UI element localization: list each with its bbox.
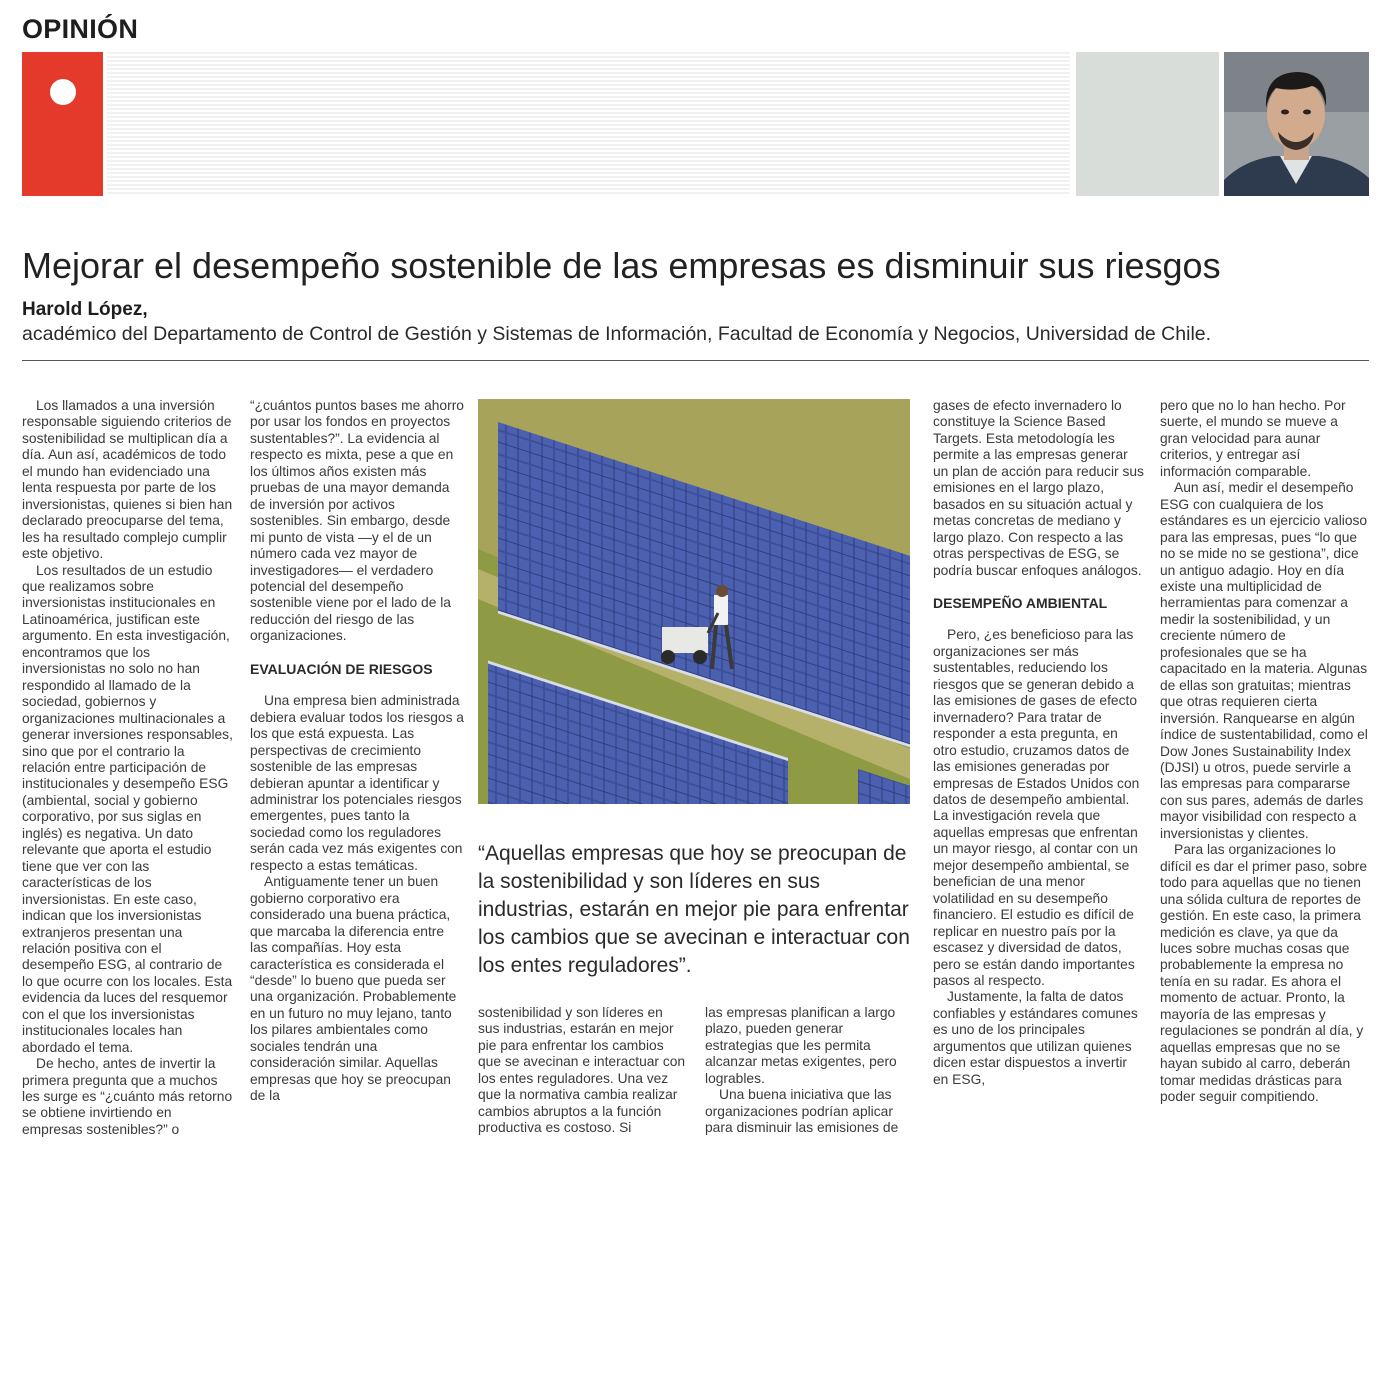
pull-quote: “Aquellas empresas que hoy se preocupan de la sostenibilidad y son líderes en sus industrias, estarán en mejor pie para enfrentar los cambios que se avecinan e interactuar con los entes reguladores”. <box>478 842 910 977</box>
section-label: OPINIÓN <box>22 14 139 44</box>
author-portrait-icon <box>1224 52 1369 196</box>
text-column-2 <box>250 398 464 1105</box>
author-name: Harold López, <box>22 299 148 320</box>
paragraph: las empresas planifican a largo plazo, pueden generar estrategias que les permita alcanzar metas exigentes, pero logrables. <box>705 1005 897 1086</box>
solar-panels-photo <box>478 399 910 804</box>
article-headline: Mejorar el desempeño sostenible de las empresas es disminuir sus riesgos <box>22 245 1221 286</box>
author-affiliation: académico del Departamento de Control de Gestión y Sistemas de Información, Facultad de Economía y Negocios, Universidad de Chile. <box>22 323 1212 345</box>
decorative-stripes <box>107 52 1070 196</box>
paragraph: Una buena iniciativa que las organizaciones podrían aplicar para disminuir las emisiones de <box>705 1087 899 1136</box>
subheading-desempeno: DESEMPEÑO AMBIENTAL <box>933 594 1108 611</box>
paragraph: Antiguamente tener un buen gobierno corporativo era considerado una buena práctica, que marcaba la diferencia entre las compañías. Hoy esta característica es considerada el “desde” lo bueno que pueda ser una organización. Probablemente en un futuro no muy lejano, tanto los pilares ambientales como sociales tendrán una consideración similar. Aquellas empresas que hoy se preocupan de la <box>250 874 457 1104</box>
paragraph: Justamente, la falta de datos confiables y estándares comunes es uno de los principales argumentos que utilizan quienes dicen estar dispuestos a invertir en ESG, <box>933 989 1138 1087</box>
paragraph: Aun así, medir el desempeño ESG con cualquiera de los estándares es un ejercicio valioso para las empresas, pues “lo que no se mide no se gestiona”, dice un antiguo adagio. Hoy en día existe una multiplicidad de herramientas para comenzar a medir la sostenibilidad, y un creciente número de profesionales que se ha capacitado en la materia. Algunas de ellas son gratuitas; mientras que otras requieren cierta inversión. Ranquearse en algún índice de sustentabilidad, como el Dow Jones Sustainability Index (DJSI) u otros, puede servirle a las empresas para compararse con sus pares, además de darles mayor visibilidad con respecto a inversionistas y clientes. <box>1160 480 1368 841</box>
circle-icon <box>50 79 76 105</box>
text-column-1 <box>22 398 234 1138</box>
section-accent-block <box>22 52 103 196</box>
paragraph: Los resultados de un estudio que realizamos sobre inversionistas institucionales en Latinoamérica, justifican este argumento. En esta investigación, encontramos que los inversionistas no solo no han respondido al llamado de la sociedad, gobiernos y organizaciones multinacionales a generar inversiones responsables, sino que por el contrario la relación entre participación de institucionales y desempeño ESG (ambiental, social y gobierno corporativo, por sus siglas en inglés) es negativa. Un dato relevante que aporta el estudio tiene que ver con las características de los inversionistas. En este caso, indican que los inversionistas extranjeros presentan una relación positiva con el desempeño ESG, al contrario de lo que ocurre con los locales. Esta evidencia da luces del resquemor con el que los inversionistas institucionales locales han abordado el tema. <box>22 562 233 1055</box>
paragraph: Una empresa bien administrada debiera evaluar todos los riesgos a los que está expuesta. Las perspectivas de crecimiento sostenible de las empresas debieran apuntar a identificar y administrar los potenciales riesgos emergentes, pues tanto la sociedad como los reguladores serán cada vez más exigentes con respecto a estas temáticas. <box>250 693 464 873</box>
paragraph: Pero, ¿es beneficioso para las organizaciones ser más sustentables, reduciendo los riesgos que se generan debido a las emisiones de gases de efecto invernadero? Para tratar de responder a esta pregunta, en otro estudio, cruzamos datos de las emisiones generadas por empresas de Estados Unidos con datos de desempeño ambiental. La investigación revela que aquellas empresas que enfrentan un mayor riesgo, al contar con un mejor desempeño ambiental, se benefician de una menor volatilidad en su desempeño financiero. El estudio es difícil de replicar en nuestro país por la escasez y diversidad de datos, pero se están dando importantes pasos al respecto. <box>933 627 1140 988</box>
author-portrait-photo <box>1224 52 1369 196</box>
paragraph: De hecho, antes de invertir la primera pregunta que a muchos les surge es “¿cuánto más retorno se obtiene invirtiendo en empresas sostenibles?” o <box>22 1056 233 1137</box>
solar-panels-icon <box>478 399 910 804</box>
text-column-6 <box>1160 398 1369 1105</box>
paragraph: “¿cuántos puntos bases me ahorro por usar los fondos en proyectos sustentables?”. La evidencia al respecto es mixta, pese a que en los últimos años existen más pruebas de una mayor demanda de inversión por activos sostenibles. Sin embargo, desde mi punto de vista —y el de un número cada vez mayor de investigadores— el verdadero potencial del desempeño sostenible viene por el lado de la reducción del riesgo de las organizaciones. <box>250 398 464 644</box>
subheading-evaluacion: EVALUACIÓN DE RIESGOS <box>250 660 433 677</box>
paragraph: pero que no lo han hecho. Por suerte, el mundo se mueve a gran velocidad para aunar criterios, y entregar así información comparable. <box>1160 398 1346 479</box>
decorative-gray-block <box>1076 52 1219 196</box>
paragraph: gases de efecto invernadero lo constituye la Science Based Targets. Esta metodología les permite a las empresas generar un plan de acción para reducir sus emisiones en el largo plazo, basados en su situación actual y metas concretas de mediano y largo plazo. Con respecto a las otras perspectivas de ESG, se podría buscar enfoques análogos. <box>933 398 1144 578</box>
paragraph: Para las organizaciones lo difícil es dar el primer paso, sobre todo para aquellas que no tienen una sólida cultura de reportes de gestión. En este caso, la primera medición es clave, ya que da luces sobre muchas cosas que probablemente la empresa no tenía en su radar. Es ahora el momento de actuar. Pronto, la mayoría de las empresas y regulaciones se pondrán al día, y aquellas empresas que no se hayan subido al carro, deberán tomar medidas drásticas para poder seguir compitiendo. <box>1160 842 1368 1105</box>
text-column-4 <box>705 1005 910 1137</box>
paragraph: Los llamados a una inversión responsable siguiendo criterios de sostenibilidad se multiplican día a día. Aun así, académicos de todo el mundo han evidenciado una lenta respuesta por parte de los inversionistas, quienes si bien han declarado preocuparse del tema, les ha resultado complejo cumplir este objetivo. <box>22 398 233 562</box>
paragraph: sostenibilidad y son líderes en sus industrias, estarán en mejor pie para enfrentar los cambios que se avecinan e interactuar con los entes reguladores. Una vez que la normativa cambia realizar cambios abruptos a la función productiva es costoso. Si <box>478 1005 686 1136</box>
text-column-3 <box>478 1005 688 1137</box>
divider <box>22 360 1369 361</box>
text-column-5 <box>933 398 1145 1088</box>
